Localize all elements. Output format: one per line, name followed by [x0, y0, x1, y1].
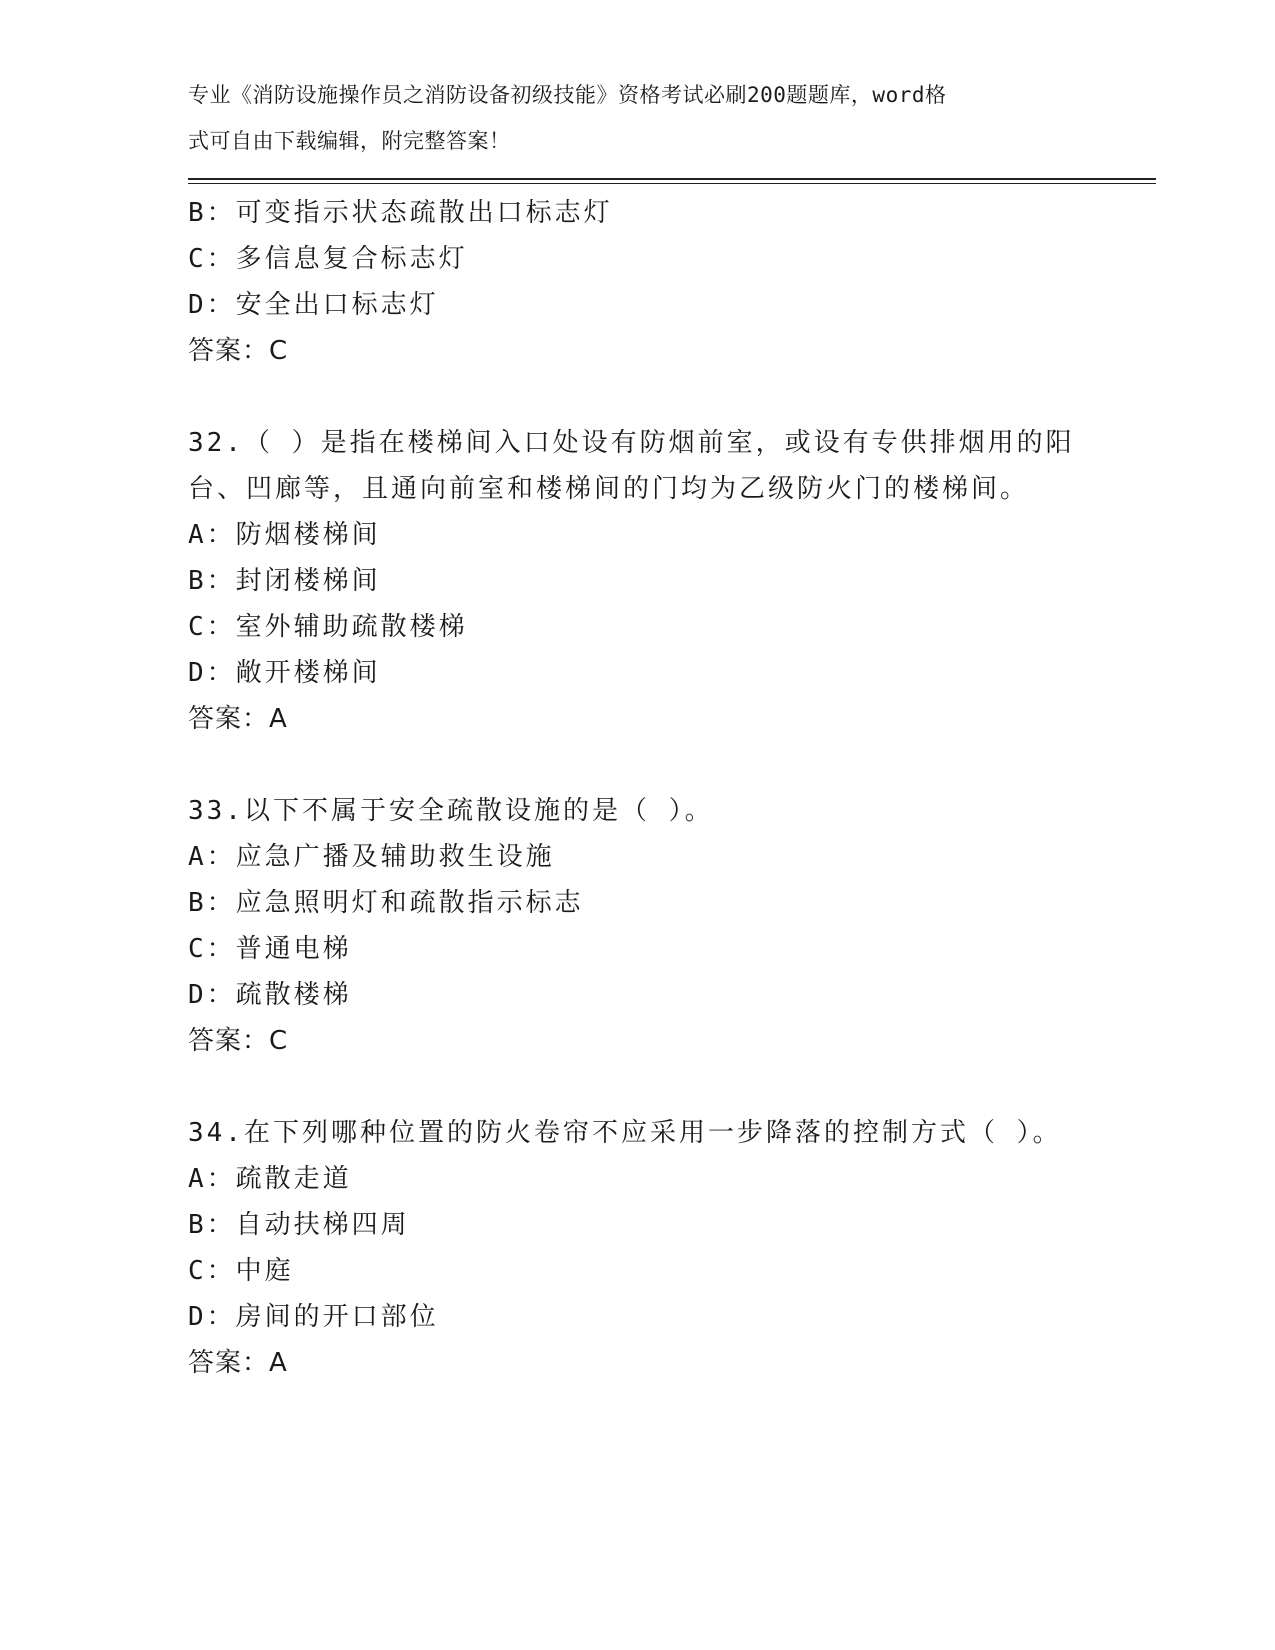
option-c: C：普通电梯 — [188, 934, 352, 964]
option-d: D：安全出口标志灯 — [188, 290, 439, 320]
document-header — [188, 72, 1088, 164]
option-a: A：防烟楼梯间 — [188, 520, 381, 550]
option-b: B：封闭楼梯间 — [188, 566, 381, 596]
answer-line: 答案：C — [188, 1026, 289, 1056]
header-line-1: 专业《消防设施操作员之消防设备初级技能》资格考试必刷200题题库，word格 — [188, 83, 947, 107]
answer-line: 答案：C — [188, 336, 289, 366]
option-b: B：应急照明灯和疏散指示标志 — [188, 888, 584, 918]
answer-line: 答案：A — [188, 1348, 288, 1378]
question-stem: 33.以下不属于安全疏散设施的是（ ）。 — [188, 796, 714, 826]
question-34 — [188, 1110, 1088, 1386]
option-a: A：疏散走道 — [188, 1164, 352, 1194]
question-content — [188, 190, 1088, 1386]
spacer — [188, 1064, 1088, 1110]
header-divider-thick — [188, 178, 1156, 180]
carryover-question — [188, 190, 1088, 374]
spacer — [188, 742, 1088, 788]
option-d: D：敞开楼梯间 — [188, 658, 381, 688]
option-b: B：可变指示状态疏散出口标志灯 — [188, 198, 613, 228]
question-32 — [188, 420, 1088, 742]
question-stem: 台、凹廊等，且通向前室和楼梯间的门均为乙级防火门的楼梯间。 — [188, 474, 1030, 504]
option-d: D：房间的开口部位 — [188, 1302, 439, 1332]
header-line-2: 式可自由下载编辑，附完整答案！ — [188, 129, 511, 153]
option-c: C：多信息复合标志灯 — [188, 244, 468, 274]
spacer — [188, 374, 1088, 420]
question-33 — [188, 788, 1088, 1064]
question-stem: 34.在下列哪种位置的防火卷帘不应采用一步降落的控制方式（ ）。 — [188, 1118, 1062, 1148]
option-c: C：室外辅助疏散楼梯 — [188, 612, 468, 642]
answer-line: 答案：A — [188, 704, 288, 734]
option-a: A：应急广播及辅助救生设施 — [188, 842, 555, 872]
option-d: D：疏散楼梯 — [188, 980, 352, 1010]
option-b: B：自动扶梯四周 — [188, 1210, 410, 1240]
header-divider-thin — [188, 183, 1156, 184]
question-stem: 32.（ ）是指在楼梯间入口处设有防烟前室，或设有专供排烟用的阳 — [188, 428, 1075, 458]
option-c: C：中庭 — [188, 1256, 294, 1286]
